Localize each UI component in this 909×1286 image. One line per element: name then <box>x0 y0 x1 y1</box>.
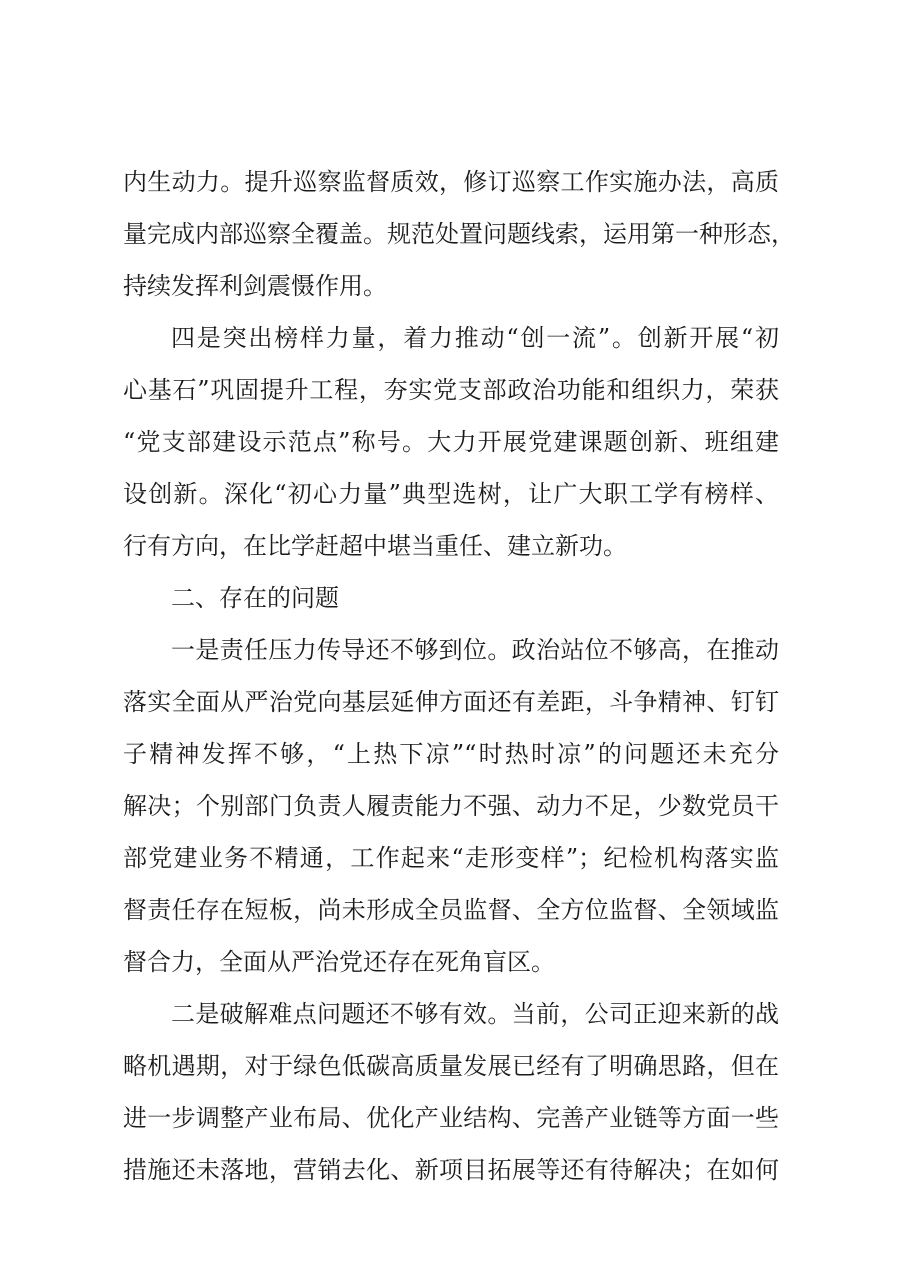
text-line <box>0 940 909 984</box>
line-text: 内生动力。提升巡察监督质效，修订巡察工作实施办法，高质 <box>123 168 779 196</box>
heading-text: 二、存在的问题 <box>171 584 339 612</box>
line-text: 设创新。深化“初心力量”典型选树，让广大职工学有榜样、 <box>123 480 779 508</box>
line-text: 落实全面从严治党向基层延伸方面还有差距，斗争精神、钉钉 <box>123 688 779 716</box>
line-text: 解决；个别部门负责人履责能力不强、动力不足，少数党员干 <box>123 792 779 820</box>
text-line <box>0 472 909 516</box>
line-text: 心基石”巩固提升工程，夯实党支部政治功能和组织力，荣获 <box>123 376 779 404</box>
line-text: 督合力，全面从严治党还存在死角盲区。 <box>123 948 555 976</box>
text-line <box>0 992 909 1036</box>
line-text: 略机遇期，对于绿色低碳高质量发展已经有了明确思路，但在 <box>123 1052 779 1080</box>
line-text: 一是责任压力传导还不够到位。政治站位不够高，在推动 <box>171 636 779 664</box>
line-text: 部党建业务不精通，工作起来“走形变样”；纪检机构落实监 <box>123 844 779 872</box>
text-line <box>0 628 909 672</box>
section-heading <box>0 576 909 620</box>
text-line <box>0 264 909 308</box>
text-line <box>0 784 909 828</box>
text-line <box>0 888 909 932</box>
line-text: 量完成内部巡察全覆盖。规范处置问题线索，运用第一种形态， <box>123 220 795 248</box>
line-text: 督责任存在短板，尚未形成全员监督、全方位监督、全领域监 <box>123 896 779 924</box>
line-text: 二是破解难点问题还不够有效。当前，公司正迎来新的战 <box>171 1000 779 1028</box>
text-line <box>0 680 909 724</box>
line-text: “党支部建设示范点”称号。大力开展党建课题创新、班组建 <box>123 428 779 456</box>
line-text: 措施还未落地，营销去化、新项目拓展等还有待解决；在如何 <box>123 1156 779 1184</box>
line-text: 持续发挥利剑震慑作用。 <box>123 272 387 300</box>
line-text: 子精神发挥不够，“上热下凉”“时热时凉”的问题还未充分 <box>123 740 779 768</box>
text-line <box>0 836 909 880</box>
text-line <box>0 1044 909 1088</box>
text-line <box>0 1096 909 1140</box>
text-line <box>0 420 909 464</box>
text-line <box>0 316 909 360</box>
line-text: 四是突出榜样力量，着力推动“创一流”。创新开展“初 <box>171 324 779 352</box>
text-line <box>0 732 909 776</box>
text-line <box>0 368 909 412</box>
line-text: 进一步调整产业布局、优化产业结构、完善产业链等方面一些 <box>123 1104 779 1132</box>
text-line <box>0 1148 909 1192</box>
text-line <box>0 212 909 256</box>
text-line <box>0 524 909 568</box>
line-text: 行有方向，在比学赶超中堪当重任、建立新功。 <box>123 532 627 560</box>
text-line <box>0 160 909 204</box>
